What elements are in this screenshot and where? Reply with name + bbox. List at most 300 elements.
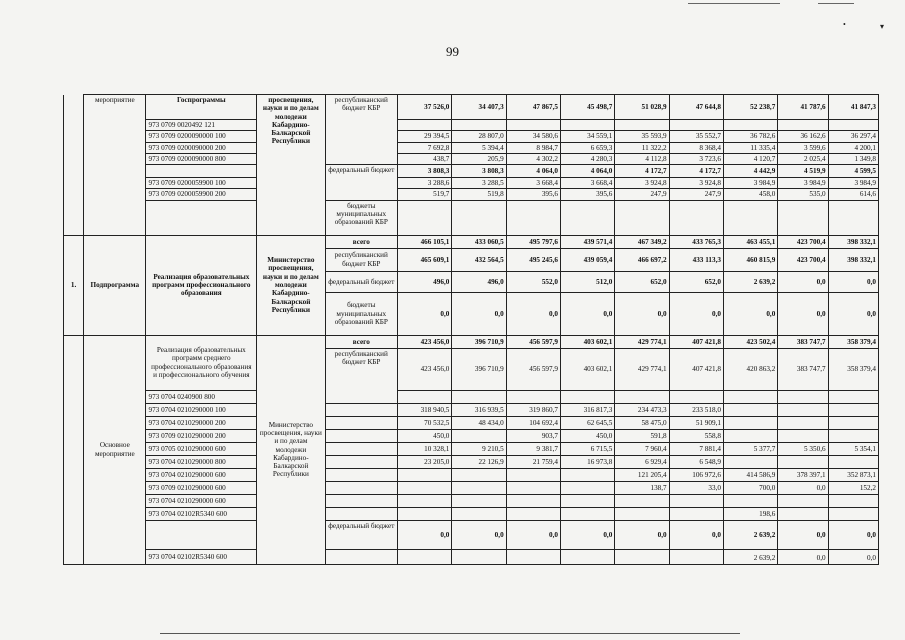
budget-code: 973 0709 0200090000 100	[146, 131, 257, 142]
value-cell: 0,0	[828, 292, 878, 335]
value-cell: 4 172,7	[615, 165, 669, 178]
value-cell	[828, 507, 878, 520]
table-row	[64, 549, 879, 564]
value-cell: 9 210,5	[452, 442, 506, 455]
value-cell	[615, 390, 669, 403]
value-cell	[398, 468, 452, 481]
empty-cell	[560, 120, 614, 131]
value-cell	[452, 494, 506, 507]
value-cell: 51 028,9	[615, 95, 669, 120]
value-cell	[560, 468, 614, 481]
value-cell: 47 867,5	[506, 95, 560, 120]
value-cell: 467 349,2	[615, 235, 669, 248]
value-cell: 423 502,4	[723, 335, 777, 348]
value-cell	[506, 481, 560, 494]
value-cell: 652,0	[669, 271, 723, 292]
value-cell: 121 205,4	[615, 468, 669, 481]
table-row	[64, 178, 879, 189]
value-cell: 0,0	[778, 549, 828, 564]
value-cell: 423 700,4	[778, 248, 828, 271]
value-cell	[452, 549, 506, 564]
empty-cell	[325, 507, 397, 520]
value-cell: 28 807,0	[452, 131, 506, 142]
value-cell: 0,0	[828, 520, 878, 549]
budget-code: 973 0705 0210290000 600	[146, 442, 257, 455]
value-cell	[723, 494, 777, 507]
value-cell: 1 349,8	[828, 153, 878, 164]
budget-code: 973 0709 0200090000 800	[146, 153, 257, 164]
scan-mark-2: ▾	[880, 22, 885, 31]
value-cell: 439 059,4	[560, 248, 614, 271]
budget-code: 973 0704 0210290000 800	[146, 455, 257, 468]
empty-cell	[325, 494, 397, 507]
value-cell: 433 113,3	[669, 248, 723, 271]
value-cell: 152,2	[828, 481, 878, 494]
value-cell: 407 421,8	[669, 335, 723, 348]
value-cell	[828, 429, 878, 442]
budget-code: 973 0709 0200059900 200	[146, 189, 257, 200]
source-cell: республиканский бюджет КБР	[325, 348, 397, 403]
value-cell: 7 881,4	[669, 442, 723, 455]
table-row	[64, 335, 879, 348]
value-cell: 104 692,4	[506, 416, 560, 429]
value-cell: 22 126,9	[452, 455, 506, 468]
value-cell	[669, 390, 723, 403]
value-cell: 138,7	[615, 481, 669, 494]
table-row	[64, 481, 879, 494]
value-cell: 205,9	[452, 153, 506, 164]
empty-cell	[669, 120, 723, 131]
value-cell: 496,0	[452, 271, 506, 292]
empty-cell	[325, 549, 397, 564]
value-cell: 8 368,4	[669, 142, 723, 153]
value-cell: 6 929,4	[615, 455, 669, 468]
value-cell: 52 238,7	[723, 95, 777, 120]
source-cell: всего	[325, 235, 397, 248]
value-cell: 438,7	[398, 153, 452, 164]
value-cell: 0,0	[669, 520, 723, 549]
value-cell: 10 328,1	[398, 442, 452, 455]
scan-mark-1: •	[843, 20, 846, 29]
value-cell: 558,8	[669, 429, 723, 442]
value-cell	[778, 416, 828, 429]
table-row	[64, 507, 879, 520]
value-cell: 3 808,3	[398, 165, 452, 178]
value-cell: 198,6	[723, 507, 777, 520]
value-cell: 3 668,4	[560, 178, 614, 189]
value-cell: 3 668,4	[506, 178, 560, 189]
empty-cell	[778, 120, 828, 131]
value-cell	[452, 390, 506, 403]
value-cell: 423 700,4	[778, 235, 828, 248]
value-cell	[615, 494, 669, 507]
value-cell	[778, 429, 828, 442]
value-cell: 433 765,3	[669, 235, 723, 248]
value-cell: 4 172,7	[669, 165, 723, 178]
value-cell	[560, 549, 614, 564]
table-row	[64, 153, 879, 164]
value-cell: 458,0	[723, 189, 777, 200]
value-cell: 4 302,2	[506, 153, 560, 164]
value-cell	[560, 481, 614, 494]
value-cell: 247,9	[615, 189, 669, 200]
empty-cell	[146, 200, 257, 235]
value-cell: 7 692,8	[398, 142, 452, 153]
value-cell: 519,7	[398, 189, 452, 200]
value-cell	[506, 549, 560, 564]
empty-cell	[615, 120, 669, 131]
value-cell	[560, 390, 614, 403]
value-cell: 29 394,5	[398, 131, 452, 142]
value-cell	[669, 494, 723, 507]
value-cell: 0,0	[723, 292, 777, 335]
budget-code: 973 0704 02102R5340 600	[146, 507, 257, 520]
empty-cell	[452, 120, 506, 131]
table-row	[64, 403, 879, 416]
value-cell: 234 473,3	[615, 403, 669, 416]
executor-cell: Министерство просвещения, науки и по делам молодежи Кабардино-Балкарской Республики	[257, 335, 325, 564]
value-cell: 58 475,0	[615, 416, 669, 429]
value-cell: 456 597,9	[506, 335, 560, 348]
value-cell	[506, 468, 560, 481]
value-cell: 35 552,7	[669, 131, 723, 142]
value-cell: 0,0	[669, 292, 723, 335]
value-cell: 62 645,5	[560, 416, 614, 429]
value-cell: 36 162,6	[778, 131, 828, 142]
value-cell: 465 609,1	[398, 248, 452, 271]
value-cell: 4 200,1	[828, 142, 878, 153]
value-cell: 2 639,2	[723, 549, 777, 564]
value-cell: 5 377,7	[723, 442, 777, 455]
value-cell: 0,0	[398, 292, 452, 335]
value-cell	[398, 481, 452, 494]
value-cell: 0,0	[506, 292, 560, 335]
value-cell: 316 817,3	[560, 403, 614, 416]
value-cell: 0,0	[778, 271, 828, 292]
budget-code: 973 0704 0210290000 600	[146, 468, 257, 481]
value-cell	[778, 390, 828, 403]
value-cell: 23 205,0	[398, 455, 452, 468]
value-cell: 233 518,0	[669, 403, 723, 416]
value-cell	[398, 507, 452, 520]
value-cell: 433 060,5	[452, 235, 506, 248]
budget-code: 973 0704 02102R5340 600	[146, 549, 257, 564]
table-row	[64, 429, 879, 442]
value-cell: 2 639,2	[723, 520, 777, 549]
value-cell: 450,0	[398, 429, 452, 442]
value-cell: 4 519,9	[778, 165, 828, 178]
value-cell: 3 924,8	[615, 178, 669, 189]
value-cell	[560, 507, 614, 520]
value-cell: 316 939,5	[452, 403, 506, 416]
value-cell: 45 498,7	[560, 95, 614, 120]
value-cell	[398, 390, 452, 403]
value-cell: 0,0	[828, 271, 878, 292]
source-cell: бюджеты муниципальных образований КБР	[325, 292, 397, 335]
table-row	[64, 120, 879, 131]
value-cell	[398, 549, 452, 564]
number-cell	[64, 335, 84, 564]
value-cell: 47 644,8	[669, 95, 723, 120]
empty-cell	[325, 403, 397, 416]
value-cell: 9 381,7	[506, 442, 560, 455]
value-cell: 358 379,4	[828, 348, 878, 390]
value-cell: 535,0	[778, 189, 828, 200]
program-name: Госпрограммы	[146, 95, 257, 120]
value-cell: 352 873,1	[828, 468, 878, 481]
executor-cell: Министерство просвещения, науки и по делам молодежи Кабардино-Балкарской Республики	[257, 235, 325, 335]
budget-code: 973 0704 0240900 800	[146, 390, 257, 403]
empty-cell	[325, 429, 397, 442]
value-cell: 0,0	[778, 481, 828, 494]
value-cell: 0,0	[828, 549, 878, 564]
empty-cell	[828, 200, 878, 235]
empty-cell	[723, 120, 777, 131]
value-cell	[723, 429, 777, 442]
value-cell	[398, 494, 452, 507]
value-cell	[723, 390, 777, 403]
value-cell: 2 025,4	[778, 153, 828, 164]
value-cell: 495 797,6	[506, 235, 560, 248]
value-cell	[828, 403, 878, 416]
page-number: 99	[446, 44, 459, 59]
value-cell: 383 747,7	[778, 335, 828, 348]
value-cell: 463 455,1	[723, 235, 777, 248]
value-cell: 3 984,9	[828, 178, 878, 189]
value-cell: 16 973,8	[560, 455, 614, 468]
value-cell: 429 774,1	[615, 335, 669, 348]
top-rule-right	[818, 3, 854, 4]
value-cell: 0,0	[560, 292, 614, 335]
empty-cell	[146, 165, 257, 178]
value-cell	[615, 507, 669, 520]
value-cell: 429 774,1	[615, 348, 669, 390]
value-cell: 4 120,7	[723, 153, 777, 164]
value-cell	[723, 416, 777, 429]
value-cell: 700,0	[723, 481, 777, 494]
program-name: Реализация образовательных программ среднего профессионального образования и профессионального обучения	[146, 335, 257, 390]
table-row	[64, 442, 879, 455]
value-cell: 466 697,2	[615, 248, 669, 271]
value-cell: 591,8	[615, 429, 669, 442]
budget-code: 973 0704 0210290000 200	[146, 416, 257, 429]
value-cell: 496,0	[398, 271, 452, 292]
value-cell: 36 782,6	[723, 131, 777, 142]
value-cell: 395,6	[506, 189, 560, 200]
value-cell: 11 322,2	[615, 142, 669, 153]
value-cell	[506, 494, 560, 507]
table-row	[64, 200, 879, 235]
value-cell: 70 532,5	[398, 416, 452, 429]
value-cell: 3 984,9	[778, 178, 828, 189]
value-cell: 0,0	[398, 520, 452, 549]
empty-cell	[506, 200, 560, 235]
value-cell	[615, 549, 669, 564]
budget-code: 973 0709 0210290000 200	[146, 429, 257, 442]
empty-cell	[778, 200, 828, 235]
value-cell: 0,0	[452, 520, 506, 549]
empty-cell	[615, 200, 669, 235]
type-label: Основное мероприятие	[84, 335, 146, 564]
value-cell: 6 659,3	[560, 142, 614, 153]
bottom-rule	[160, 633, 740, 634]
source-cell: федеральный бюджет	[325, 271, 397, 292]
value-cell: 495 245,6	[506, 248, 560, 271]
value-cell: 3 723,6	[669, 153, 723, 164]
value-cell: 3 924,8	[669, 178, 723, 189]
value-cell	[723, 403, 777, 416]
source-cell: федеральный бюджет	[325, 520, 397, 549]
value-cell: 3 288,5	[452, 178, 506, 189]
value-cell: 5 354,1	[828, 442, 878, 455]
value-cell: 4 599,5	[828, 165, 878, 178]
value-cell: 4 280,3	[560, 153, 614, 164]
table-row	[64, 455, 879, 468]
table-row	[64, 95, 879, 120]
empty-cell	[398, 120, 452, 131]
value-cell: 51 909,1	[669, 416, 723, 429]
value-cell: 519,8	[452, 189, 506, 200]
value-cell: 34 407,3	[452, 95, 506, 120]
value-cell	[778, 455, 828, 468]
value-cell: 403 602,1	[560, 335, 614, 348]
executor-cell: просвещения, науки и по делам молодежи Кабардино-Балкарской Республики	[257, 95, 325, 236]
value-cell: 6 715,5	[560, 442, 614, 455]
table-row	[64, 131, 879, 142]
value-cell: 456 597,9	[506, 348, 560, 390]
value-cell: 5 394,4	[452, 142, 506, 153]
value-cell: 0,0	[615, 520, 669, 549]
value-cell: 4 442,9	[723, 165, 777, 178]
value-cell: 420 863,2	[723, 348, 777, 390]
table-row	[64, 165, 879, 178]
value-cell	[452, 507, 506, 520]
empty-cell	[325, 455, 397, 468]
value-cell: 414 586,9	[723, 468, 777, 481]
empty-cell	[325, 442, 397, 455]
value-cell: 378 397,1	[778, 468, 828, 481]
value-cell	[669, 507, 723, 520]
empty-cell	[506, 120, 560, 131]
value-cell	[669, 549, 723, 564]
table-row	[64, 390, 879, 403]
value-cell: 34 559,1	[560, 131, 614, 142]
source-cell: республиканский бюджет КБР	[325, 95, 397, 165]
value-cell	[778, 507, 828, 520]
value-cell: 460 815,9	[723, 248, 777, 271]
value-cell: 383 747,7	[778, 348, 828, 390]
value-cell: 432 564,5	[452, 248, 506, 271]
value-cell: 3 984,9	[723, 178, 777, 189]
value-cell	[506, 390, 560, 403]
value-cell: 450,0	[560, 429, 614, 442]
value-cell: 247,9	[669, 189, 723, 200]
value-cell: 8 984,7	[506, 142, 560, 153]
table-row	[64, 468, 879, 481]
value-cell: 466 105,1	[398, 235, 452, 248]
value-cell: 7 960,4	[615, 442, 669, 455]
number-cell	[64, 95, 84, 236]
type-label: Подпрограмма	[84, 235, 146, 335]
value-cell: 3 808,3	[452, 165, 506, 178]
value-cell	[723, 455, 777, 468]
top-rule-left	[688, 3, 780, 4]
budget-code: 973 0709 0200090000 200	[146, 142, 257, 153]
empty-cell	[146, 520, 257, 549]
value-cell: 0,0	[506, 520, 560, 549]
value-cell	[452, 481, 506, 494]
empty-cell	[723, 200, 777, 235]
value-cell: 106 972,6	[669, 468, 723, 481]
value-cell: 0,0	[560, 520, 614, 549]
value-cell: 396 710,9	[452, 335, 506, 348]
empty-cell	[398, 200, 452, 235]
value-cell: 35 593,9	[615, 131, 669, 142]
table-row	[64, 416, 879, 429]
empty-cell	[669, 200, 723, 235]
value-cell	[828, 494, 878, 507]
value-cell: 423 456,0	[398, 335, 452, 348]
value-cell	[778, 403, 828, 416]
value-cell: 903,7	[506, 429, 560, 442]
source-cell: бюджеты муниципальных образований КБР	[325, 200, 397, 235]
value-cell: 395,6	[560, 189, 614, 200]
budget-code: 973 0704 0210290000 100	[146, 403, 257, 416]
value-cell: 512,0	[560, 271, 614, 292]
value-cell: 439 571,4	[560, 235, 614, 248]
value-cell	[778, 494, 828, 507]
value-cell: 6 548,9	[669, 455, 723, 468]
table-row	[64, 494, 879, 507]
value-cell: 37 526,0	[398, 95, 452, 120]
value-cell: 41 847,3	[828, 95, 878, 120]
value-cell: 398 332,1	[828, 248, 878, 271]
value-cell: 4 064,0	[506, 165, 560, 178]
value-cell: 33,0	[669, 481, 723, 494]
value-cell: 21 759,4	[506, 455, 560, 468]
value-cell: 36 297,4	[828, 131, 878, 142]
value-cell: 3 288,6	[398, 178, 452, 189]
value-cell	[828, 416, 878, 429]
table-row	[64, 235, 879, 248]
value-cell: 407 421,8	[669, 348, 723, 390]
value-cell: 3 599,6	[778, 142, 828, 153]
value-cell: 0,0	[778, 520, 828, 549]
source-cell: всего	[325, 335, 397, 348]
table-row	[64, 142, 879, 153]
value-cell: 5 350,6	[778, 442, 828, 455]
budget-code: 973 0709 0200059900 100	[146, 178, 257, 189]
budget-code: 973 0709 0210290000 600	[146, 481, 257, 494]
value-cell: 614,6	[828, 189, 878, 200]
value-cell: 403 602,1	[560, 348, 614, 390]
empty-cell	[325, 416, 397, 429]
value-cell: 552,0	[506, 271, 560, 292]
value-cell: 48 434,0	[452, 416, 506, 429]
value-cell	[452, 429, 506, 442]
value-cell: 11 335,4	[723, 142, 777, 153]
value-cell: 4 112,8	[615, 153, 669, 164]
budget-table	[63, 94, 879, 565]
empty-cell	[325, 468, 397, 481]
value-cell: 4 064,0	[560, 165, 614, 178]
empty-cell	[560, 200, 614, 235]
value-cell: 34 580,6	[506, 131, 560, 142]
empty-cell	[452, 200, 506, 235]
value-cell	[452, 468, 506, 481]
table-row	[64, 520, 879, 549]
value-cell: 318 940,5	[398, 403, 452, 416]
